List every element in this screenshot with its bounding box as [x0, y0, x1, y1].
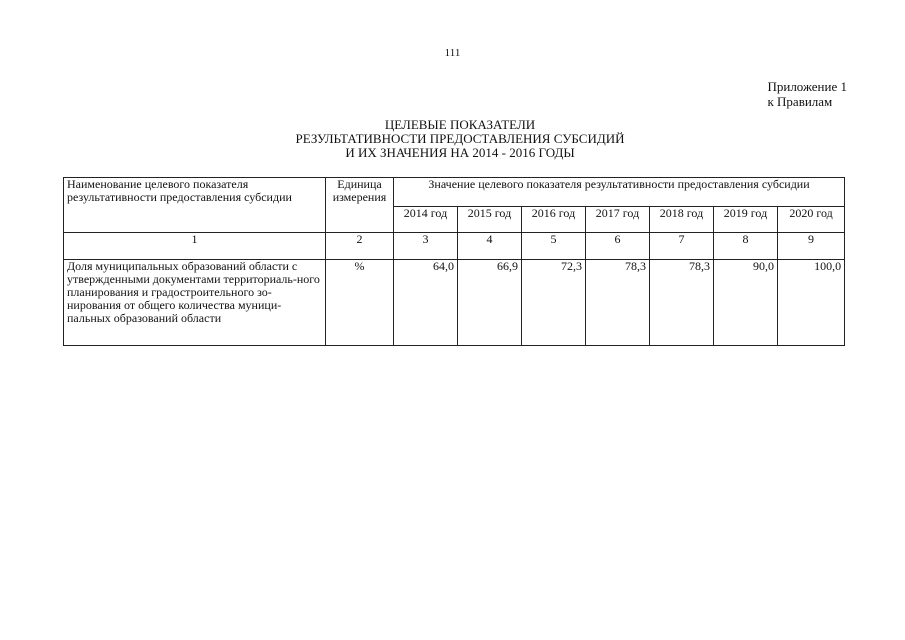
header-year: 2018 год — [650, 207, 714, 233]
column-numbers-row — [64, 233, 845, 260]
column-number: 6 — [586, 233, 650, 260]
appendix-line-1: Приложение 1 — [767, 79, 847, 94]
value-cell-2017: 78,3 — [586, 260, 650, 346]
header-indicator-name: Наименование целевого показателя результативности предоставления субсидии — [64, 178, 326, 233]
column-number: 5 — [522, 233, 586, 260]
title-line-3: И ИХ ЗНАЧЕНИЯ НА 2014 - 2016 ГОДЫ — [345, 145, 575, 160]
value-cell-2015: 66,9 — [458, 260, 522, 346]
document-title — [250, 118, 670, 160]
column-number: 3 — [394, 233, 458, 260]
column-number: 8 — [714, 233, 778, 260]
title-line-2: РЕЗУЛЬТАТИВНОСТИ ПРЕДОСТАВЛЕНИЯ СУБСИДИЙ — [295, 131, 625, 146]
value-cell-2016: 72,3 — [522, 260, 586, 346]
title-line-1: ЦЕЛЕВЫЕ ПОКАЗАТЕЛИ — [384, 117, 536, 132]
value-cell-2014: 64,0 — [394, 260, 458, 346]
column-number: 7 — [650, 233, 714, 260]
column-number: 2 — [326, 233, 394, 260]
header-row — [64, 178, 845, 207]
header-year: 2016 год — [522, 207, 586, 233]
header-year: 2015 год — [458, 207, 522, 233]
indicators-table — [63, 177, 845, 346]
appendix-reference — [767, 79, 847, 109]
header-year: 2014 год — [394, 207, 458, 233]
page-number: 111 — [444, 47, 461, 59]
header-unit: Единица измерения — [326, 178, 394, 233]
column-number: 1 — [64, 233, 326, 260]
header-values-group: Значение целевого показателя результативности предоставления субсидии — [394, 178, 845, 207]
column-number: 4 — [458, 233, 522, 260]
header-year: 2020 год — [778, 207, 845, 233]
value-cell-2019: 90,0 — [714, 260, 778, 346]
table-row — [64, 260, 845, 346]
indicator-name-cell: Доля муниципальных образований области с утвержденными документами территориаль-ного планирования и градостроительного зо-нирования от общего количества муници-пальных образований области — [64, 260, 326, 346]
header-year: 2019 год — [714, 207, 778, 233]
value-cell-2018: 78,3 — [650, 260, 714, 346]
unit-cell: % — [326, 260, 394, 346]
column-number: 9 — [778, 233, 845, 260]
appendix-line-2: к Правилам — [767, 94, 833, 109]
value-cell-2020: 100,0 — [778, 260, 845, 346]
header-year: 2017 год — [586, 207, 650, 233]
